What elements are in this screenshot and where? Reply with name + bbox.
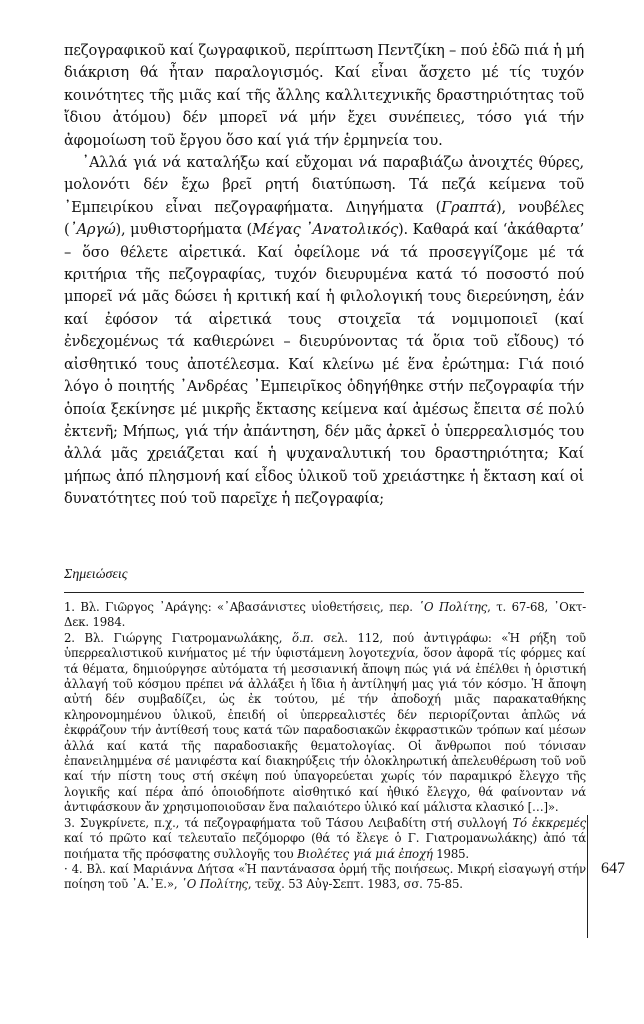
footnote-4-text-b: , τεῦχ. 53 Αὐγ-Σεπτ. 1983, σσ. 75-85.: [247, 877, 463, 892]
footnote-3-text-c: 1985.: [432, 846, 469, 861]
footnote-2-text-b: σελ. 112, πού ἀντιγράφω: «Ἡ ρήξη τοῦ ὑπερρεαλιστικοῦ κινήματος μέ τήν ὑφιστάμενη λογοτεχνία, ὅσον ἀφορᾶ τίς φόρμες καί τά θέματα, δημιούργησε αὐτόματα τή μεσσιανική ἄποψη πώς γιά νά ἐπέλθει ἡ ὁριστική ἀλλαγή τοῦ κόσμου πρέπει νά ἀλλάξει ἡ ἴδια ἡ ἀντίληψή μας γιά τόν κόσμο. Ἡ ἄποψη αὐτή δέν συμβαδίζει, ὡς ἐκ τούτου, μέ τήν ἀποδοχή μιᾶς παρακαταθήκης κληρονομημένου ὑλικοῦ, ἐπειδή οἱ ὑπερρεαλιστές δέν περιορίζονται ἁπλῶς νά ἐκφράζουν τήν ἀντίθεσή τους κατά τῶν παραδοσιακῶν ἐκφραστικῶν τρόπων καί μέσων ἀλλά καί κατά τῆς παραδοσιακῆς θεματολογίας. Οἱ ἄνθρωποι πού τόνισαν ἐπανειλημμένα σέ μανιφέστα καί διακηρύξεις τήν ὁλοκληρωτική ἀπελευθέρωση τοῦ νοῦ καί τήν πίστη τους στή σκέψη πού ὑπαγορεύεται χωρίς τόν παραμικρό ἔλεγχο τῆς λογικῆς καί πέρα ἀπό ὁποιοδήποτε αἰσθητικό καί ἠθικό ἔλεγχο, θά φαίνονταν νά ἀντιφάσκουν ἄν χρησιμοποιοῦσαν ἕνα παλαιότερο ὑλικό καί μάλιστα κλασικό […]».: [64, 630, 586, 815]
footnotes: [64, 600, 586, 893]
paragraph-2-text-d: ). Καθαρά καί ‘ἀκάθαρτα’ – ὅσο θέλετε αἱρετικά. Καί ὀφείλομε νά τά προσεγγίζομε μέ τά κριτήρια τῆς πεζογραφίας, τυχόν διευρυμένα κατά τό ποσοστό πού μπορεῖ νά μᾶς δώσει ἡ κριτική καί ἡ φιλολογική τους διερεύνηση, ἐάν καί ἐφόσον τά αἱρετικά τους στοιχεῖα τά νομιμοποιεῖ (καί ἐνδεχομένως τά καθιερώνει – διευρύνοντας τά ὅρια τοῦ εἴδους) τό αἰσθητικό τους ἀποτέλεσμα. Καί κλείνω μέ ἕνα ἐρώτημα: Γιά ποιό λόγο ὁ ποιητής ᾿Ανδρέας ᾿Εμπειρῖκος ὁδηγήθηκε στήν πεζογραφία τήν ὁποία ξεκίνησε μέ μικρῆς ἔκτασης κείμενα καί ἀμέσως ἔπειτα σέ πολύ ἐκτενῆ; Μήπως, γιά τήν ἀπάντηση, δέν μᾶς ἀρκεῖ ὁ ὑπερρεαλισμός του ἀλλά μᾶς χρειάζεται καί ἡ ψυχαναλυτική του δραστηριότητα; Καί μήπως ἀπό πλησμονή καί εἶδος ὑλικοῦ τοῦ χρειάστηκε ἡ ἔκταση καί οἱ δυνατότητες πού τοῦ παρεῖχε ἡ πεζογραφία;: [64, 221, 585, 508]
footnote-1: [64, 600, 586, 631]
paragraph-1-text: πεζογραφικοῦ καί ζωγραφικοῦ, περίπτωση Πεντζίκη – πού ἐδῶ πιά ἡ μή διάκριση θά ἦταν παραλογισμός. Καί εἶναι ἄσχετο μέ τίς τυχόν κοινότητες τῆς μιᾶς καί τῆς ἄλλης καλλιτεχνικῆς δραστηριότητας τοῦ ἴδιου ἀτόμου) δέν μπορεῖ νά μήν ἔχει συνέπειες, τόσο γιά τήν ἀφομοίωση τοῦ ἔργου ὅσο καί γιά τήν ἑρμηνεία του.: [64, 42, 584, 149]
footnote-2: [64, 631, 586, 816]
footnote-3-title-1: Τό ἐκκρεμές: [512, 815, 586, 830]
title-megas-anatolikos: Μέγας ᾿Ανατολικός: [252, 221, 398, 239]
body-text: [64, 40, 584, 511]
footnote-2-text-a: 2. Βλ. Γιώργης Γιατρομανωλάκης,: [64, 630, 292, 645]
notes-heading: Σημειώσεις: [64, 567, 128, 582]
footnote-1-text-b: , τ. 67-68, ᾿Οκτ-Δεκ. 1984.: [64, 600, 586, 630]
footnote-1-text-a: 1. Βλ. Γιῶργος ᾿Αράγης: «᾿Αβασάνιστες υἱοθετήσεις, περ.: [64, 600, 419, 614]
footnote-3-text-a: 3. Συγκρίνετε, π.χ., τά πεζογραφήματα τοῦ Τάσου Λειβαδίτη στή συλλογή: [64, 815, 513, 830]
footnote-1-journal: ῾Ο Πολίτης: [418, 600, 488, 614]
footnote-3-text-b: καί τό πρῶτο καί τελευταῖο πεζόμορφο (θά τό ἔλεγε ὁ Γ. Γιατρομανωλάκης) ἀπό τά ποιήματα τῆς πρόσφατης συλλογῆς του: [64, 831, 586, 861]
footnote-2-op-cit: ὅ.π.: [292, 630, 314, 645]
footnote-4: [64, 862, 586, 893]
paragraph-2-text-b: ), νουβέλες (: [64, 198, 584, 239]
page-number: 647: [601, 860, 625, 877]
footnote-4-journal: ῾Ο Πολίτης: [181, 877, 248, 892]
footnote-4-text-a: · 4. Βλ. καί Μαριάννα Δήτσα «Ἡ παντάνασσα ὁρμή τῆς ποιήσεως. Μικρή εἰσαγωγή στήν ποίηση τοῦ ᾿Α.᾿Ε.»,: [64, 861, 586, 892]
paragraph-2-text-c: ), μυθιστορήματα (: [115, 221, 253, 239]
title-grapta: Γραπτά: [441, 198, 496, 216]
title-argo: ᾿Αργώ: [69, 221, 116, 239]
footnote-3-title-2: Βιολέτες γιά μιά ἐποχή: [297, 846, 433, 861]
paragraph-1: [64, 40, 584, 152]
notes-divider: [64, 592, 584, 593]
paragraph-2-text-a: ᾿Αλλά γιά νά καταλήξω καί εὔχομαι νά παραβιάζω ἀνοιχτές θύρες, μολονότι δέν ἔχω βρεῖ ρητή διατύπωση. Τά πεζά κείμενα τοῦ ᾿Εμπειρίκου εἶναι πεζογραφήματα. Διηγήματα (: [64, 154, 584, 216]
footnote-3: [64, 816, 586, 862]
margin-rule: [587, 815, 588, 938]
paragraph-2: [64, 152, 584, 511]
